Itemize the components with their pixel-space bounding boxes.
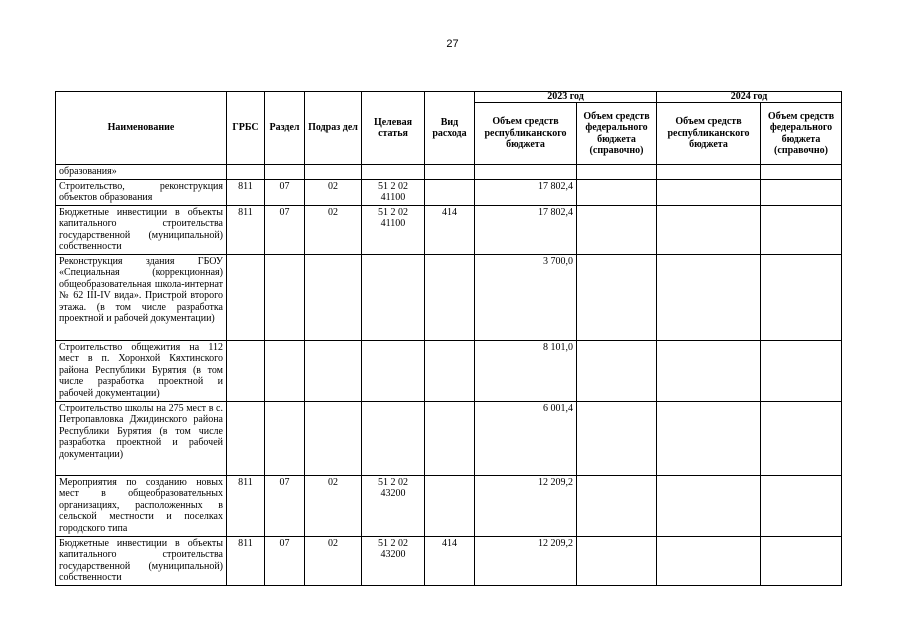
header-2024-rep-budget: Объем средств республиканского бюджета — [657, 103, 761, 165]
cell-2024-rep — [657, 340, 761, 401]
header-vid-raskhoda: Вид расхода — [425, 92, 475, 165]
cell-2024-fed — [761, 401, 842, 475]
table-row — [56, 401, 842, 475]
cell-podrazdel — [305, 340, 362, 401]
table-row — [56, 254, 842, 340]
cell-2023-rep: 17 802,4 — [475, 179, 577, 205]
table-header — [56, 92, 842, 165]
cell-2024-fed — [761, 475, 842, 536]
cell-vid — [425, 340, 475, 401]
cell-celevaya — [362, 165, 425, 180]
cell-2023-rep: 12 209,2 — [475, 536, 577, 585]
cell-2023-rep: 8 101,0 — [475, 340, 577, 401]
cell-razdel — [265, 340, 305, 401]
cell-2024-fed — [761, 340, 842, 401]
cell-2023-rep: 3 700,0 — [475, 254, 577, 340]
cell-podrazdel: 02 — [305, 179, 362, 205]
cell-2023-rep — [475, 165, 577, 180]
cell-grbs — [227, 165, 265, 180]
cell-2024-fed — [761, 165, 842, 180]
cell-name: Бюджетные инвестиции в объекты капитального строительства государственной (муниципальной) собственности — [56, 536, 227, 585]
cell-2024-rep — [657, 401, 761, 475]
cell-name: образования» — [56, 165, 227, 180]
cell-name: Строительство школы на 275 мест в с. Петропавловка Джидинского района Республики Бурятия (в том числе разработка проектной и рабочей документации) — [56, 401, 227, 475]
cell-podrazdel — [305, 254, 362, 340]
header-2023-fed-budget: Объем средств федерального бюджета (справочно) — [577, 103, 657, 165]
cell-vid — [425, 475, 475, 536]
cell-razdel: 07 — [265, 536, 305, 585]
cell-celevaya — [362, 401, 425, 475]
cell-2023-fed — [577, 254, 657, 340]
table-row — [56, 165, 842, 180]
cell-2024-fed — [761, 536, 842, 585]
header-2024-fed-budget: Объем средств федерального бюджета (справочно) — [761, 103, 842, 165]
cell-celevaya — [362, 254, 425, 340]
table-body — [56, 165, 842, 586]
cell-vid: 414 — [425, 536, 475, 585]
cell-celevaya — [362, 340, 425, 401]
page-number: 27 — [446, 38, 459, 50]
table-row — [56, 340, 842, 401]
header-razdel: Раздел — [265, 92, 305, 165]
cell-2023-fed — [577, 205, 657, 254]
cell-2024-rep — [657, 536, 761, 585]
cell-2023-fed — [577, 165, 657, 180]
cell-2023-rep: 17 802,4 — [475, 205, 577, 254]
cell-name: Реконструкция здания ГБОУ «Специальная (коррекционная) общеобразовательная школа-интернат № 62 III-IV вида». Пристрой второго этажа. (в том числе разработка проектной и рабочей документации) — [56, 254, 227, 340]
header-podrazdel: Подраз дел — [305, 92, 362, 165]
cell-2024-fed — [761, 205, 842, 254]
cell-2024-rep — [657, 205, 761, 254]
cell-vid — [425, 179, 475, 205]
cell-podrazdel: 02 — [305, 536, 362, 585]
cell-grbs: 811 — [227, 475, 265, 536]
cell-name: Строительство, реконструкция объектов образования — [56, 179, 227, 205]
cell-razdel — [265, 165, 305, 180]
cell-razdel: 07 — [265, 475, 305, 536]
cell-2024-rep — [657, 179, 761, 205]
header-name: Наименование — [56, 92, 227, 165]
header-2023-rep-budget: Объем средств республиканского бюджета — [475, 103, 577, 165]
table-row — [56, 475, 842, 536]
cell-vid — [425, 165, 475, 180]
cell-podrazdel — [305, 165, 362, 180]
cell-name: Строительство общежития на 112 мест в п. Хоронхой Кяхтинского района Республики Бурятия (в том числе разработка проектной и рабочей документации) — [56, 340, 227, 401]
cell-vid: 414 — [425, 205, 475, 254]
cell-grbs: 811 — [227, 179, 265, 205]
cell-2024-rep — [657, 475, 761, 536]
header-year-2024: 2024 год — [657, 92, 842, 103]
cell-grbs: 811 — [227, 205, 265, 254]
cell-celevaya: 51 2 02 43200 — [362, 536, 425, 585]
cell-celevaya: 51 2 02 41100 — [362, 205, 425, 254]
cell-2024-rep — [657, 254, 761, 340]
cell-celevaya: 51 2 02 43200 — [362, 475, 425, 536]
header-grbs: ГРБС — [227, 92, 265, 165]
cell-2023-rep: 6 001,4 — [475, 401, 577, 475]
header-row-years — [56, 92, 842, 103]
cell-podrazdel: 02 — [305, 475, 362, 536]
table-row — [56, 179, 842, 205]
cell-2024-fed — [761, 254, 842, 340]
cell-celevaya: 51 2 02 41100 — [362, 179, 425, 205]
cell-2023-fed — [577, 401, 657, 475]
cell-name: Бюджетные инвестиции в объекты капитального строительства государственной (муниципальной) собственности — [56, 205, 227, 254]
table-row — [56, 536, 842, 585]
cell-2024-fed — [761, 179, 842, 205]
cell-2023-fed — [577, 179, 657, 205]
cell-vid — [425, 254, 475, 340]
cell-name: Мероприятия по созданию новых мест в общеобразовательных организациях, расположенных в сельской местности и поселках городского типа — [56, 475, 227, 536]
cell-2023-fed — [577, 475, 657, 536]
cell-razdel — [265, 254, 305, 340]
cell-2023-rep: 12 209,2 — [475, 475, 577, 536]
cell-grbs — [227, 340, 265, 401]
cell-grbs — [227, 401, 265, 475]
header-year-2023: 2023 год — [475, 92, 657, 103]
cell-razdel — [265, 401, 305, 475]
cell-razdel: 07 — [265, 205, 305, 254]
header-celevaya-statya: Целевая статья — [362, 92, 425, 165]
cell-2023-fed — [577, 536, 657, 585]
budget-table — [55, 91, 842, 586]
cell-2024-rep — [657, 165, 761, 180]
cell-podrazdel: 02 — [305, 205, 362, 254]
cell-podrazdel — [305, 401, 362, 475]
cell-grbs — [227, 254, 265, 340]
cell-2023-fed — [577, 340, 657, 401]
cell-razdel: 07 — [265, 179, 305, 205]
cell-grbs: 811 — [227, 536, 265, 585]
table-row — [56, 205, 842, 254]
cell-vid — [425, 401, 475, 475]
